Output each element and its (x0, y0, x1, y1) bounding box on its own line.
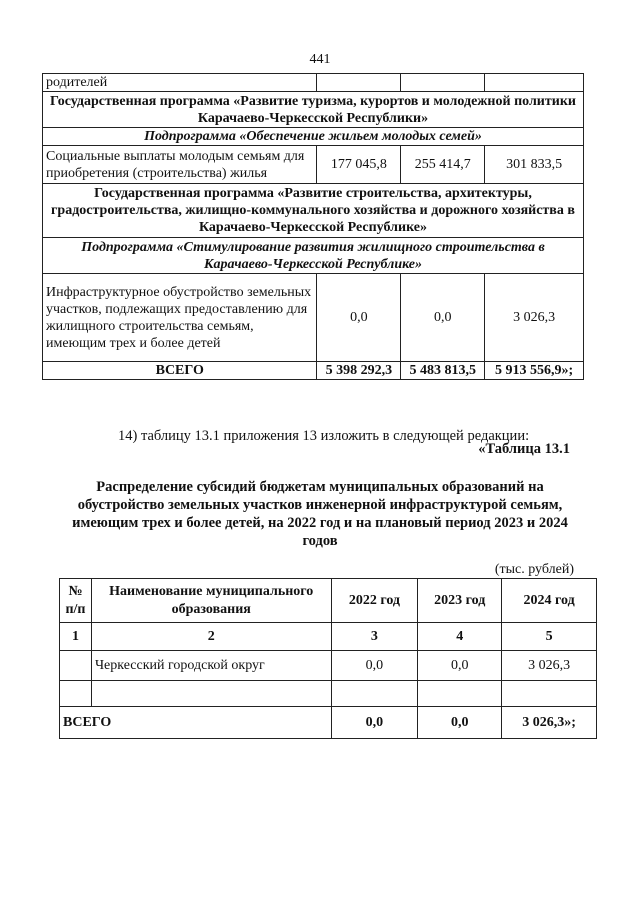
header-2024: 2024 год (502, 579, 597, 623)
col-number: 2 (91, 623, 331, 651)
table-row (43, 146, 584, 184)
infrastructure-2023: 0,0 (401, 274, 485, 362)
table-row (43, 74, 584, 92)
table-label: «Таблица 13.1 (478, 441, 570, 457)
header-name: Наименование муниципального образования (91, 579, 331, 623)
social-payments-2022: 177 045,8 (317, 146, 401, 184)
municipality-name: Черкесский городской округ (91, 651, 331, 681)
header-row (60, 579, 597, 623)
infrastructure-2022: 0,0 (317, 274, 401, 362)
table-row (60, 651, 597, 681)
page-number: 441 (309, 52, 331, 67)
total-2023: 5 483 813,5 (401, 362, 485, 380)
funding-table-continued (42, 73, 584, 380)
total-2022: 5 398 292,3 (317, 362, 401, 380)
row-2024: 3 026,3 (502, 651, 597, 681)
col-number: 4 (418, 623, 502, 651)
social-payments-label: Социальные выплаты молодым семьям для приобретения (строительства) жилья (43, 146, 317, 184)
total-2024: 3 026,3»; (502, 707, 597, 739)
subprogram-row (43, 238, 584, 274)
col-number: 5 (502, 623, 597, 651)
total-label: ВСЕГО (60, 707, 332, 739)
col-number: 3 (331, 623, 418, 651)
table-row-empty (60, 681, 597, 707)
total-row (43, 362, 584, 380)
header-2022: 2022 год (331, 579, 418, 623)
row-2023: 0,0 (418, 651, 502, 681)
cell-parents: родителей (43, 74, 317, 92)
infrastructure-2024: 3 026,3 (485, 274, 584, 362)
total-row (60, 707, 597, 739)
row-2022: 0,0 (331, 651, 418, 681)
program-row (43, 184, 584, 238)
table-heading: Распределение субсидий бюджетам муниципальных образований на обустройство земельных участков инженерной инфраструктурой семьям, имеющим трех и более детей, на 2022 год и на плановый период 2023 и 2024 годов (72, 479, 568, 549)
column-number-row (60, 623, 597, 651)
program-construction-title: Государственная программа «Развитие строительства, архитектуры, градостроительства, жилищно-коммунального хозяйства и дорожного хозяйства в Карачаево-Черкесской Республике» (43, 184, 584, 238)
subprogram-construction-title: Подпрограмма «Стимулирование развития жилищного строительства в Карачаево-Черкесской Республике» (43, 238, 584, 274)
header-2023: 2023 год (418, 579, 502, 623)
col-number: 1 (60, 623, 92, 651)
subprogram-row (43, 128, 584, 146)
subprogram-housing-title: Подпрограмма «Обеспечение жильем молодых семей» (43, 128, 584, 146)
table-row (43, 274, 584, 362)
total-2023: 0,0 (418, 707, 502, 739)
total-2024: 5 913 556,9»; (485, 362, 584, 380)
row-num (60, 651, 92, 681)
social-payments-2023: 255 414,7 (401, 146, 485, 184)
header-num: № п/п (60, 579, 92, 623)
program-row (43, 92, 584, 128)
total-label: ВСЕГО (43, 362, 317, 380)
subsidy-table (59, 578, 597, 739)
total-2022: 0,0 (331, 707, 418, 739)
amendment-paragraph: 14) таблицу 13.1 приложения 13 изложить в следующей редакции: (118, 428, 530, 444)
units-label: (тыс. рублей) (494, 562, 574, 577)
social-payments-2024: 301 833,5 (485, 146, 584, 184)
infrastructure-label: Инфраструктурное обустройство земельных участков, подлежащих предоставлению для жилищного строительства семьям, имеющим трех и более детей (43, 274, 317, 362)
program-tourism-title: Государственная программа «Развитие туризма, курортов и молодежной политики Карачаево-Черкесской Республики» (43, 92, 584, 128)
